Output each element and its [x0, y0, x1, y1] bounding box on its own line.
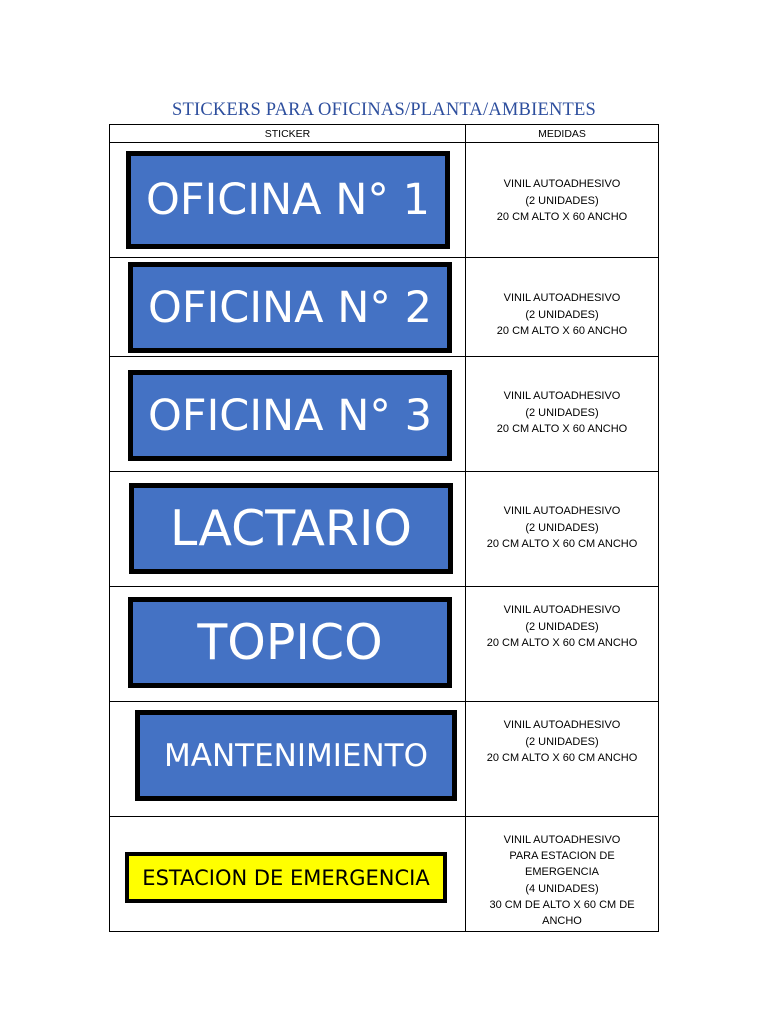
- table-row: [110, 817, 659, 932]
- medidas-cell: [466, 472, 659, 587]
- medidas-text: VINIL AUTOADHESIVO (2 UNIDADES) 20 CM ALTO X 60 ANCHO: [496, 390, 628, 435]
- sign-lactario: LACTARIO: [129, 483, 453, 574]
- table-row: [110, 702, 659, 817]
- medidas-text: VINIL AUTOADHESIVO (2 UNIDADES) 20 CM ALTO X 60 CM ANCHO: [486, 505, 638, 550]
- sticker-cell: [110, 817, 466, 932]
- medidas-text: VINIL AUTOADHESIVO (2 UNIDADES) 20 CM ALTO X 60 CM ANCHO: [486, 604, 638, 649]
- sign-mantenimiento: MANTENIMIENTO: [135, 710, 457, 801]
- medidas-cell: [466, 357, 659, 472]
- header-medidas: MEDIDAS: [466, 125, 659, 143]
- medidas-cell: [466, 143, 659, 258]
- table-row: [110, 143, 659, 258]
- medidas-cell: [466, 702, 659, 817]
- sign-topico: TOPICO: [128, 597, 452, 688]
- sticker-cell: [110, 357, 466, 472]
- sign-oficina-3: OFICINA N° 3: [128, 370, 452, 461]
- medidas-cell: [466, 587, 659, 702]
- sticker-cell: [110, 143, 466, 258]
- medidas-text: VINIL AUTOADHESIVO PARA ESTACION DE EMERGENCIA (4 UNIDADES) 30 CM DE ALTO X 60 CM DE ANCHO: [489, 834, 635, 928]
- sticker-cell: [110, 587, 466, 702]
- medidas-cell: [466, 817, 659, 932]
- sign-estacion-emergencia: ESTACION DE EMERGENCIA: [125, 852, 447, 903]
- table-row: [110, 357, 659, 472]
- table-row: [110, 587, 659, 702]
- table-row: [110, 258, 659, 357]
- table-row: [110, 472, 659, 587]
- sticker-cell: [110, 258, 466, 357]
- medidas-text: VINIL AUTOADHESIVO (2 UNIDADES) 20 CM ALTO X 60 ANCHO: [496, 178, 628, 223]
- medidas-text: VINIL AUTOADHESIVO (2 UNIDADES) 20 CM ALTO X 60 CM ANCHO: [486, 719, 638, 764]
- header-sticker: STICKER: [110, 125, 466, 143]
- sticker-cell: [110, 702, 466, 817]
- medidas-cell: [466, 258, 659, 357]
- sign-oficina-2: OFICINA N° 2: [128, 262, 452, 353]
- table-header-row: [110, 125, 659, 143]
- document-title: STICKERS PARA OFICINAS/PLANTA/AMBIENTES: [171, 100, 596, 120]
- sticker-cell: [110, 472, 466, 587]
- medidas-text: VINIL AUTOADHESIVO (2 UNIDADES) 20 CM ALTO X 60 ANCHO: [496, 292, 628, 337]
- sign-oficina-1: OFICINA N° 1: [126, 151, 450, 249]
- stickers-table: [109, 124, 659, 932]
